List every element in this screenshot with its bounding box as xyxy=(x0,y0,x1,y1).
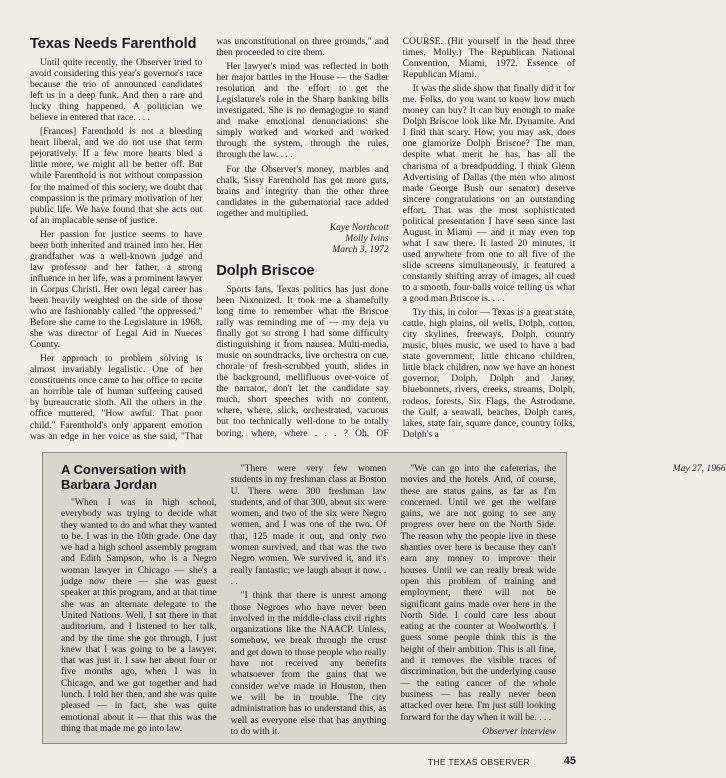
article-title-farenthold: Texas Needs Farenthold xyxy=(30,36,197,52)
article-paragraph: It was the slide show that finally did it for me. Folks, do you want to know how much money can buy? It can buy enough to make Dolph Briscoe look like Mr. Dynamite. And I find that scary. How, you may ask, does one glamorize Dolph Briscoe? The man, despite what merit he has, has all the charisma of a breadpudding. I think Glenn Advertising of Dallas (the men who almost made George Bush our senator) deserve sincere congratulations on an outstanding effort. That was the most sophisticated political presentation I have seen since last August in Miami — and it may even top what I saw there. It lasted 20 minutes, it used anywhere from one to all five of the slide screens simultaneously, it featured a constantly shifting array of images, all cued to a smooth, four-balls voice telling us what a good man Briscoe is. . . . xyxy=(402,83,575,305)
article-paragraph: Her lawyer's mind was reflected in both her major battles in the House — the Sadler resolution and the effort to get the Legislature's role in the Sharp banking bills investigated. She is no demagogue to stand and make emotional denunciations: she simply worked and worked and worked through the system, through the rules, through the law. . . . xyxy=(216,61,389,161)
sidebar-title: A Conversation with Barbara Jordan xyxy=(61,462,187,492)
article-signature xyxy=(216,222,388,255)
sidebar-box xyxy=(42,452,726,744)
article-paragraph: [Frances] Farenthold is not a bleeding heart liberal, and we do not use that term pejoratively. If a few more hearts bled a little more, we might all be better off. But while Farenthold is not without compassion for the maimed of this society, we doubt that compassion is the primary motivation of her public life. We have found that she acts out of an implacable sense of justice. xyxy=(30,126,203,226)
sidebar-paragraph: "We can go into the cafeterias, the movies and the hotels. And, of course, these are status gains, as far as I'm concerned. Until we get the welfare gains, we are not going to see any progress over here on the North Side. The reason why the people live in these shanties over here is because they can't earn any money to improve their houses. Until we can really break wide open this problem of training and employment, there will not be significant gains made over here in the North Side. I could care less about eating at the counter at Woolworth's. I guess some people think this is the height of their ambition. This is all fine, and it removes the visible traces of discrimination, but the underlying cause — the eating cancer of the whole business — has really never been attacked over here. I'm just still looking forward for the day when it will be. . . . xyxy=(400,463,556,723)
article-paragraph: Her passion for justice seems to have been both inherited and trained into her. Her grandfather was a well-known judge and law professor and her father, a strong influence in her life, was a prominent lawyer in Corpus Christi. Her own legal career has been heavily weighted on the side of those who are fashionably called "the oppressed." Before she came to the Legislature in 1968, she was director of Legal Aid in Nueces County. xyxy=(30,228,203,351)
article-paragraph: Her approach to problem solving is almost invariably legalistic. One of her constituents once came to her office to recite an horrible tale of human suffering caused by bureaucratic sloth. All the others in the office muttered, "How awful. That poor child." Farenthold's only apparent emotion was an edge in her voice as she said, "That was unconstitutional on three grounds," and then proceeded to cite them. xyxy=(30,36,389,442)
article-date: March 3, 1972 xyxy=(332,243,389,255)
author-name: Kaye Northcott xyxy=(329,221,389,233)
page-footer xyxy=(428,755,578,769)
article-paragraph: Try this, in color — Texas is a great state, cattle, high plains, oil wells, Dolph, cotton, city skylines, freeways, Dolph, country music, blues music, we used to have a bad state government, little chicano children, little black children, now we have an honest governor, Dolph, Dolph and Janey, bluebonnets, rivers, creeks, streams, Dolph, rodeos, forests, Six Flags, the Astrodome, the Gulf, a seawall, beaches, Dolph cares, lakes, state fair, square dance, country folks, Dolph's a xyxy=(402,307,575,440)
page-number: 45 xyxy=(563,755,576,767)
author-name: Molly Ivins xyxy=(345,232,389,244)
sidebar-paragraph: "I think that there is unrest among those Negroes who have never been involved in the middle-class civil rights organizations like the NAACP. Unless, somehow, we break through the crust and get down to those people who really have not received any benefits whatsoever from the gains that we consider we've made in Houston, then we will be in trouble. The city administration has to understand this, as well as everyone else that has anything to do with it. xyxy=(230,590,387,737)
interview-date: May 27, 1966 xyxy=(672,463,726,474)
article-title-briscoe: Dolph Briscoe xyxy=(216,262,315,279)
top-articles xyxy=(30,36,575,446)
sidebar-columns xyxy=(61,462,726,739)
publication-name: THE TEXAS OBSERVER xyxy=(428,757,530,767)
interview-source: Observer interview xyxy=(482,725,556,737)
article-paragraph: Until quite recently, the Observer tried to avoid considering this year's governor's race because the trio of announced candidates left us in a deep funk. And then a rare and lucky thing happened. A politician we believe in entered that race. . . . xyxy=(30,57,203,124)
article-paragraph: For the Observer's money, marbles and chalk, Sissy Farenthold has got more guts, brains and integrity than the other three candidates in the gubernatorial race added together and multiplied. xyxy=(216,163,389,219)
sidebar-paragraph: "When I was in high school, everybody was trying to decide what they wanted to do and what they wanted to be. I was in the 10th grade. One day we had a high school assembly program and Edith Sampson, who is a Negro woman lawyer in Chicago — she's a judge now there — she was guest speaker at this program, and at that time she was an alternate delegate to the United Nations. Well, I sat there in that auditorium, and I listened to her talk, and by the time she got through, I just knew that I was going to be a lawyer, that was just it. I saw her about four or five months ago, when I was in Chicago, and we got together and had lunch. I told her then, and she was quite pleased — in fact, she was quite emotional about it — that this was the thing that made me go into law. xyxy=(61,497,217,734)
sidebar-paragraph: "There were very few women students in my freshman class at Boston U. There were 300 freshman law students, and of that 300, about six were women, and two of the six were Negro women, and I was one of the two. Of that, 125 made it out, and only two women survived, and that was the two Negro women. We survived it, and it's really fantastic; we laugh about it now. . . . xyxy=(230,463,387,587)
article-paragraph: Sports fans, Texas politics has just done been Nixonized. It took me a shamefully long time to remember what the Briscoe rally was reminding me of — my deja vu finally got so strong I had some difficulty distinguishing it from nausea. Multi-media, music on soundtracks, live orchestra on cue, chorale of fresh-scrubbed youth, slides in the background, mellifluous over-voice of the narrator, don't let the candidate say much, short speeches with no content, where, where, slick, orchestrated, vacuous but too technically well-done to be totally boring, where, where . . . ? Oh, OF COURSE. (Hit yourself in the head three times, Molly.) The Republican National Convention, Miami, 1972. Essence of Republican Miami. xyxy=(216,36,575,439)
